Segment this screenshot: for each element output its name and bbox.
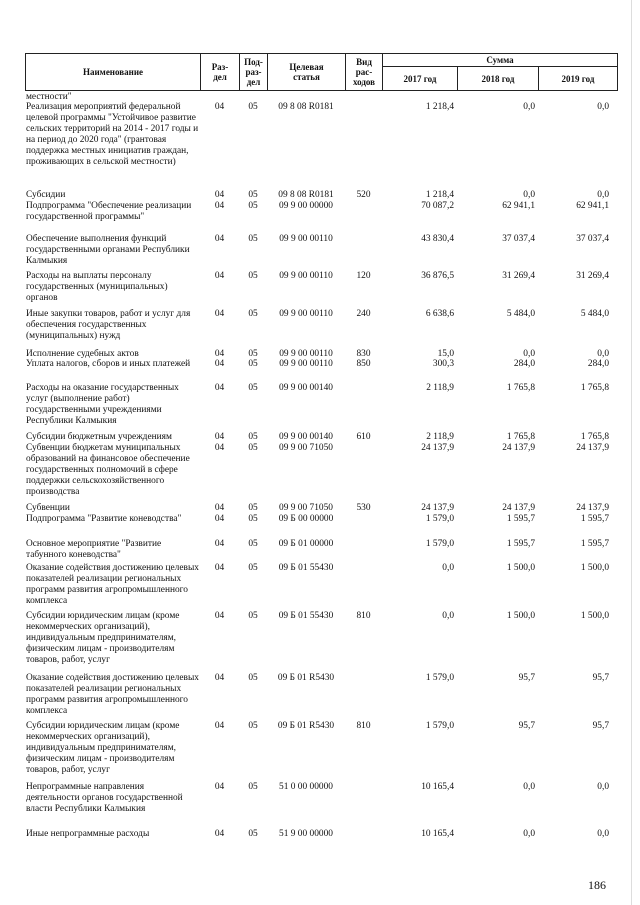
row-name: Расходы на выплаты персоналу государственных (муниципальных) органов [26,271,168,303]
row-2017 [382,92,457,102]
scan-edge [631,0,632,905]
row-name: Обеспечение выполнения функций государственными органами Республики Калмыкия [26,234,190,266]
row-vid: 810 [356,611,371,621]
table-row [25,234,617,271]
row-2017: 1 218,4 [425,102,454,112]
row-2018: 62 941,1 [502,201,535,211]
row-podrazdel: 05 [248,309,258,319]
table-row [25,782,617,829]
row-vid: 520 [356,190,371,200]
table-row [25,190,617,201]
row-name: Субсидии [26,190,66,200]
table-row [25,92,617,102]
row-razdel: 04 [214,201,225,211]
row-vid [345,782,382,829]
row-2019: 1 765,8 [580,383,609,393]
row-razdel: 04 [214,443,225,453]
row-2019: 37 037,4 [576,234,609,244]
row-vid [345,102,382,190]
table-row [25,349,617,359]
row-name: Субсидии юридическим лицам (кроме некоммерческих организаций), индивидуальным предпринимателям, физическим лицам - производителям товаров, работ, услуг [26,721,180,775]
row-target: 09 Б 01 R5430 [277,673,335,683]
row-razdel: 04 [214,309,225,319]
row-podrazdel [239,92,267,102]
row-target: 09 9 00 00110 [279,271,333,281]
row-2017: 15,0 [437,349,454,359]
row-2019 [538,92,611,102]
row-podrazdel: 05 [248,432,258,442]
row-2017: 43 830,4 [421,234,454,244]
row-vid: 240 [356,309,371,319]
row-vid: 830 [356,349,371,359]
row-vid: 530 [356,503,371,513]
row-2018: 37 037,4 [502,234,535,244]
table-row [25,102,617,190]
table-row [25,309,617,349]
row-razdel: 04 [214,829,225,839]
row-target: 09 9 00 00000 [279,201,333,211]
row-podrazdel: 05 [248,563,258,573]
row-podrazdel: 05 [248,271,258,281]
row-2019: 1 595,7 [580,539,609,549]
row-vid: 120 [356,271,371,281]
row-2017: 1 579,0 [425,514,454,524]
row-2018: 95,7 [518,721,535,731]
header-2019: 2019 год [539,67,618,91]
row-podrazdel: 05 [248,673,258,683]
row-name: Расходы на оказание государственных услуг (выполнение работ) государственными учреждениями Республики Калмыкия [26,383,179,426]
row-2019: 0,0 [597,190,609,200]
table-row [25,443,617,503]
row-2019: 0,0 [597,102,609,112]
row-target: 09 9 00 00110 [279,349,333,359]
row-target: 09 9 00 00110 [279,309,333,319]
row-2018: 0,0 [523,782,535,792]
row-vid [345,383,382,432]
row-name: Подпрограмма "Развитие коневодства" [26,514,182,524]
header-sum: Сумма [383,54,618,67]
row-vid: 850 [356,359,371,369]
row-razdel: 04 [214,432,225,442]
row-2017: 6 638,6 [425,309,454,319]
row-2018: 0,0 [523,829,535,839]
row-name: Реализация мероприятий федеральной целевой программы "Устойчивое развитие сельских территорий на 2014 - 2017 годы и на период до 2020 года" (грантовая поддержка местных инициатив граждан, проживающих в сельской местности) [26,102,199,167]
row-razdel: 04 [214,782,225,792]
row-name: Субсидии юридическим лицам (кроме некоммерческих организаций), индивидуальным предпринимателям, физическим лицам - производителям товаров, работ, услуг [26,611,180,665]
row-target: 09 8 08 R0181 [278,190,334,200]
table-row [25,201,617,234]
row-2019: 95,7 [592,673,609,683]
row-razdel: 04 [214,514,225,524]
row-2019: 0,0 [597,782,609,792]
row-razdel: 04 [214,271,225,281]
row-2017: 1 218,4 [425,190,454,200]
row-podrazdel: 05 [248,829,258,839]
row-2019: 0,0 [597,349,609,359]
table-row [25,514,617,539]
header-name: Наименование [26,54,201,91]
row-2018: 95,7 [518,673,535,683]
row-razdel: 04 [214,359,225,369]
row-2018: 284,0 [513,359,535,369]
row-vid [345,443,382,503]
row-2019: 62 941,1 [576,201,609,211]
row-target [267,92,345,102]
row-2017: 2 118,9 [426,432,454,442]
row-2017: 1 579,0 [425,721,454,731]
row-razdel: 04 [214,190,225,200]
table-row [25,271,617,309]
row-2017: 1 579,0 [425,673,454,683]
row-name: Субвенции [26,503,70,513]
row-name: Подпрограмма "Обеспечение реализации государственной программы" [26,201,192,222]
row-2017: 0,0 [442,611,454,621]
row-name: Субсидии бюджетным учреждениям [26,432,172,442]
row-vid [345,829,382,840]
row-podrazdel: 05 [248,611,258,621]
row-podrazdel: 05 [248,349,258,359]
row-target: 09 Б 01 R5430 [277,721,335,731]
row-2018: 1 765,8 [506,383,535,393]
row-2019: 95,7 [592,721,609,731]
row-vid [345,201,382,234]
table-row [25,383,617,432]
row-2019: 5 484,0 [580,309,609,319]
row-target: 51 9 00 00000 [279,829,333,839]
row-2019: 31 269,4 [576,271,609,281]
row-vid: 610 [356,432,371,442]
table-row [25,721,617,782]
row-2018: 5 484,0 [506,309,535,319]
row-2019: 1 765,8 [580,432,609,442]
header-2017: 2017 год [383,67,458,91]
row-2019: 284,0 [587,359,609,369]
row-podrazdel: 05 [248,201,258,211]
row-name: Исполнение судебных актов [26,349,139,359]
table-row [25,432,617,443]
row-2018: 1 765,8 [506,432,535,442]
row-2018: 24 137,9 [502,503,535,513]
row-target: 51 0 00 00000 [279,782,333,792]
row-2018: 31 269,4 [502,271,535,281]
row-name: Оказание содействия достижению целевых показателей реализации региональных программ развития агропромышленного комплекса [26,563,199,606]
row-2017: 70 087,2 [421,201,454,211]
row-razdel: 04 [214,503,225,513]
row-razdel: 04 [214,102,225,112]
header-2018: 2018 год [458,67,539,91]
row-podrazdel: 05 [248,539,258,549]
row-name: Основное мероприятие "Развитие табунного коневодства" [26,539,162,560]
row-2019: 24 137,9 [576,503,609,513]
row-vid [345,514,382,539]
row-razdel: 04 [214,539,225,549]
row-target: 09 9 00 00110 [279,234,333,244]
row-razdel: 04 [214,721,225,731]
row-podrazdel: 05 [248,514,258,524]
row-razdel: 04 [214,234,225,244]
row-target: 09 Б 00 00000 [278,514,334,524]
row-podrazdel: 05 [248,359,258,369]
header-vid: Вид рас- ходов [346,54,383,91]
row-name: Уплата налогов, сборов и иных платежей [26,359,191,369]
table-row [25,539,617,563]
row-name: Субвенции бюджетам муниципальных образований на финансовое обеспечение государственных полномочий в сфере поддержки сельскохозяйственного производства [26,443,190,497]
table-row [25,563,617,611]
row-2018: 1 595,7 [506,539,535,549]
row-podrazdel: 05 [248,190,258,200]
row-podrazdel: 05 [248,721,258,731]
budget-table-header [25,53,618,91]
table-row [25,503,617,514]
header-target: Целевая статья [268,54,346,91]
row-razdel: 04 [214,563,225,573]
row-2017: 36 876,5 [421,271,454,281]
budget-table-body [25,92,617,840]
row-target: 09 9 00 00140 [279,432,333,442]
row-vid [345,234,382,271]
row-podrazdel: 05 [248,503,258,513]
row-vid: 810 [356,721,371,731]
row-razdel: 04 [214,349,225,359]
row-podrazdel: 05 [248,234,258,244]
row-2017: 300,3 [432,359,454,369]
row-name: местности" [26,92,72,102]
row-2019: 1 595,7 [580,514,609,524]
row-razdel: 04 [214,673,225,683]
row-2019: 1 500,0 [580,563,609,573]
row-name: Непрограммные направления деятельности органов государственной власти Республики Калмыкия [26,782,183,814]
row-2018: 0,0 [523,102,535,112]
row-2019: 24 137,9 [576,443,609,453]
row-vid [345,539,382,563]
row-razdel [200,92,239,102]
row-target: 09 9 00 00140 [279,383,333,393]
row-2019: 0,0 [597,829,609,839]
row-2017: 24 137,9 [421,443,454,453]
row-2017: 2 118,9 [426,383,454,393]
row-podrazdel: 05 [248,443,258,453]
row-2018: 1 500,0 [506,611,535,621]
row-2017: 10 165,4 [421,829,454,839]
row-podrazdel: 05 [248,383,258,393]
row-2018: 1 500,0 [506,563,535,573]
row-2017: 24 137,9 [421,503,454,513]
row-target: 09 9 00 71050 [279,443,333,453]
row-2017: 1 579,0 [425,539,454,549]
row-vid [345,673,382,721]
row-target: 09 8 08 R0181 [278,102,334,112]
table-row [25,673,617,721]
table-row [25,829,617,840]
row-target: 09 9 00 71050 [279,503,333,513]
row-2018: 0,0 [523,349,535,359]
row-2017: 10 165,4 [421,782,454,792]
row-target: 09 Б 01 00000 [278,539,334,549]
table-row [25,611,617,673]
row-2018: 24 137,9 [502,443,535,453]
row-2018 [457,92,538,102]
row-name: Иные закупки товаров, работ и услуг для обеспечения государственных (муниципальных) нужд [26,309,191,341]
row-name: Иные непрограммные расходы [26,829,150,839]
row-target: 09 9 00 00110 [279,359,333,369]
row-razdel: 04 [214,611,225,621]
row-vid [345,92,382,102]
row-2017: 0,0 [442,563,454,573]
row-target: 09 Б 01 55430 [278,563,334,573]
row-podrazdel: 05 [248,102,258,112]
row-target: 09 Б 01 55430 [278,611,334,621]
table-row [25,359,617,383]
header-razdel: Раз- дел [201,54,240,91]
row-2019: 1 500,0 [580,611,609,621]
row-razdel: 04 [214,383,225,393]
row-2018: 1 595,7 [506,514,535,524]
page-number: 186 [588,878,606,892]
header-podrazdel: Под- раз- дел [240,54,268,91]
row-2018: 0,0 [523,190,535,200]
row-podrazdel: 05 [248,782,258,792]
row-name: Оказание содействия достижению целевых показателей реализации региональных программ развития агропромышленного комплекса [26,673,199,716]
row-vid [345,563,382,611]
